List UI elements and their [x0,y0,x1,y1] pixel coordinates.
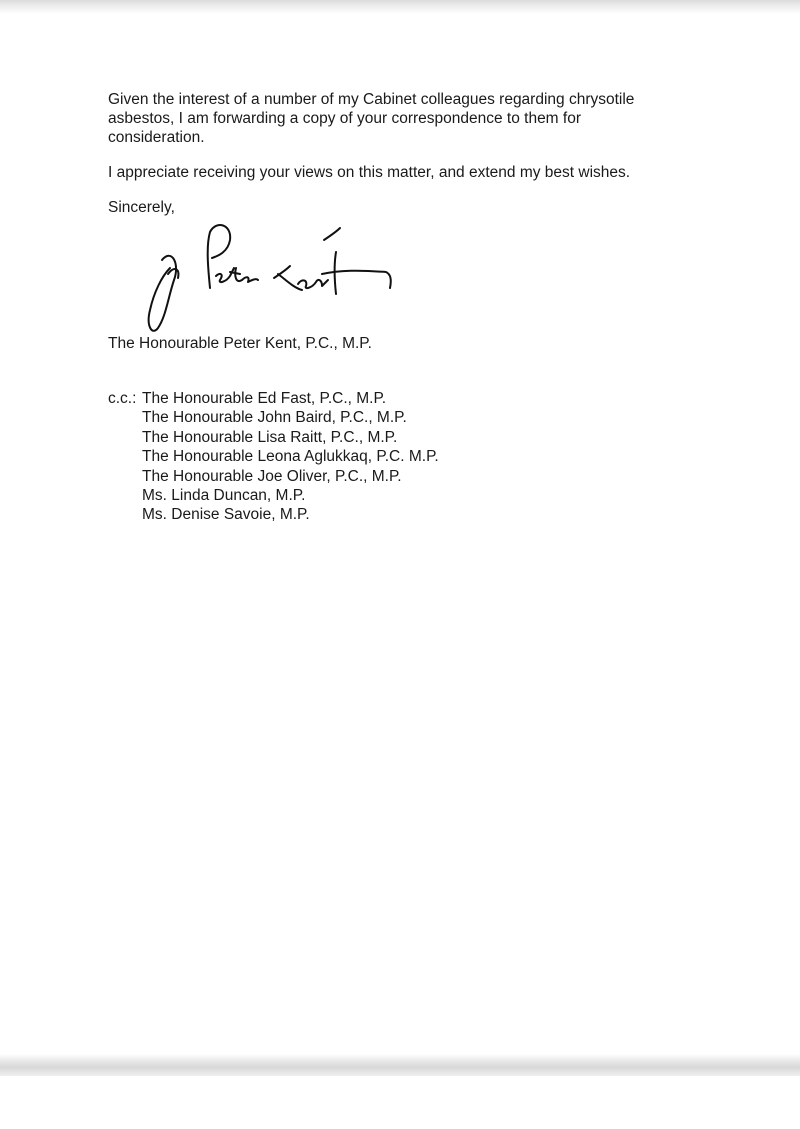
cc-row [108,467,439,486]
cc-recipient: The Honourable Ed Fast, P.C., M.P. [142,390,387,407]
scan-edge-top [0,0,800,14]
cc-row [108,389,439,408]
paragraph-line: consideration. [108,129,205,146]
cc-indent [108,447,142,466]
cc-row [108,447,439,466]
cc-row [108,486,439,505]
paragraph-line: I appreciate receiving your views on this matter, and extend my best wishes. [108,164,631,181]
cc-recipient: The Honourable Joe Oliver, P.C., M.P. [142,467,402,485]
paragraph-line: Given the interest of a number of my Cabinet colleagues regarding chrysotile [108,91,635,108]
letter-body [108,90,688,217]
cc-recipient: The Honourable John Baird, P.C., M.P. [142,409,407,427]
cc-recipient: Ms. Denise Savoie, M.P. [142,506,310,524]
cc-list [108,389,439,525]
cc-indent [108,428,142,447]
cc-indent [108,467,142,486]
cc-indent [108,408,142,427]
cc-row [108,408,439,427]
cc-row [108,428,439,447]
paragraph-forwarding [108,90,688,147]
closing: Sincerely, [108,199,175,216]
cc-recipient: The Honourable Lisa Raitt, P.C., M.P. [142,428,398,446]
cc-indent [108,505,142,524]
cc-prefix: c.c.: [108,390,137,407]
paragraph-appreciation [108,163,688,182]
sender-name: The Honourable Peter Kent, P.C., M.P. [108,335,372,352]
cc-recipient: The Honourable Leona Aglukkaq, P.C. M.P. [142,448,439,466]
signature [140,218,410,336]
cc-indent [108,486,142,505]
cc-row [108,505,439,524]
cc-recipient: Ms. Linda Duncan, M.P. [142,487,306,505]
scan-edge-bottom [0,1054,800,1076]
paragraph-line: asbestos, I am forwarding a copy of your correspondence to them for [108,110,581,127]
